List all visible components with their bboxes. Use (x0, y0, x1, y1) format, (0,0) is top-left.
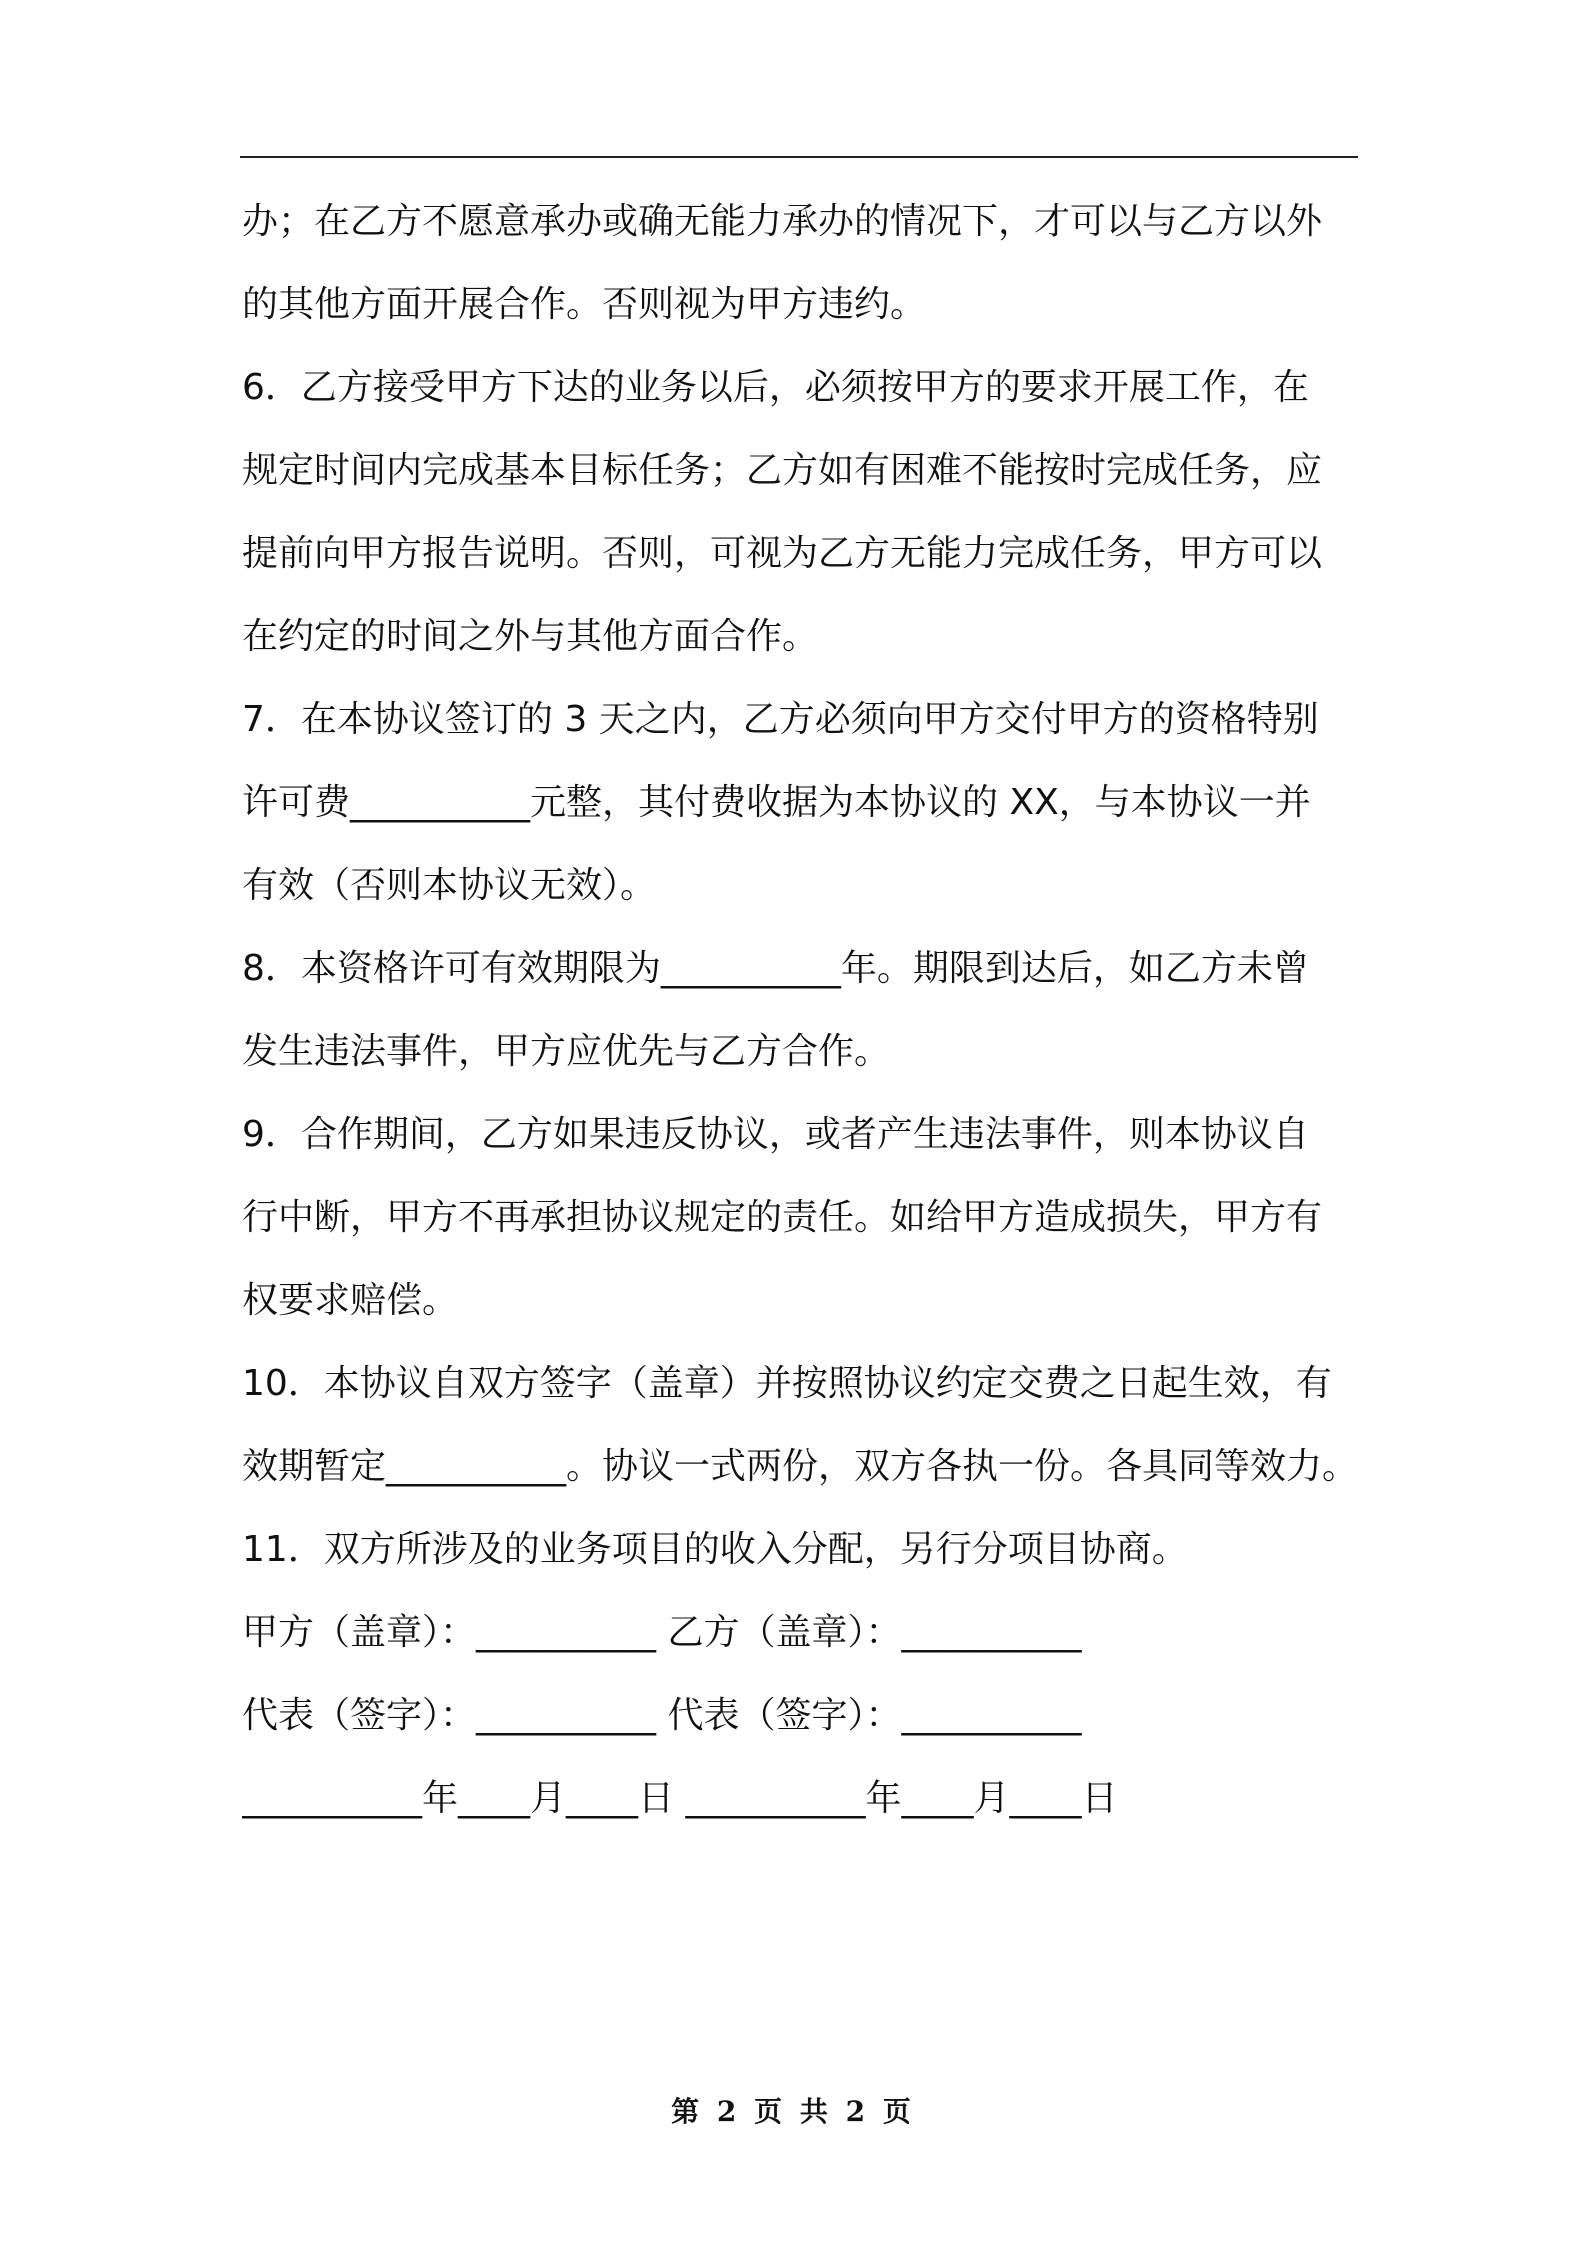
page-number-footer: 第 2 页 共 2 页 (671, 2095, 915, 2128)
header-rule (240, 156, 1358, 158)
signature-representative-line: 代表（签字）：__________ 代表（签字）：__________ (242, 1695, 1082, 1736)
text-line: 有效（否则本协议无效）。 (242, 865, 657, 906)
text-line: 行中断，甲方不再承担协议规定的责任。如给甲方造成损失，甲方有 (242, 1197, 1323, 1238)
signature-seal-line: 甲方（盖章）：__________ 乙方（盖章）：__________ (242, 1612, 1082, 1653)
text-line: 许可费__________元整，其付费收据为本协议的 XX，与本协议一并 (242, 782, 1311, 823)
signature-date-line: __________年____月____日 __________年____月____日 (242, 1778, 1118, 1819)
text-line: 提前向甲方报告说明。否则，可视为乙方无能力完成任务，甲方可以 (242, 533, 1323, 574)
clause-9-line: 9．合作期间，乙方如果违反协议，或者产生违法事件，则本协议自 (242, 1114, 1309, 1155)
document-body (242, 180, 1358, 1840)
text-line: 的其他方面开展合作。否则视为甲方违约。 (242, 284, 927, 325)
text-line: 权要求赔偿。 (242, 1280, 459, 1321)
text-line: 发生违法事件，甲方应优先与乙方合作。 (242, 1031, 891, 1072)
clause-7-line: 7．在本协议签订的 3 天之内，乙方必须向甲方交付甲方的资格特别 (242, 699, 1319, 740)
text-line: 效期暂定__________。协议一式两份，双方各执一份。各具同等效力。 (242, 1446, 1358, 1487)
clause-8-line: 8．本资格许可有效期限为__________年。期限到达后，如乙方未曾 (242, 948, 1309, 989)
clause-6-line: 6．乙方接受甲方下达的业务以后，必须按甲方的要求开展工作，在 (242, 367, 1309, 408)
text-line: 规定时间内完成基本目标任务；乙方如有困难不能按时完成任务，应 (242, 450, 1323, 491)
clause-11-line: 11．双方所涉及的业务项目的收入分配，另行分项目协商。 (242, 1529, 1188, 1570)
clause-10-line: 10．本协议自双方签字（盖章）并按照协议约定交费之日起生效，有 (242, 1363, 1332, 1404)
text-line: 在约定的时间之外与其他方面合作。 (242, 616, 819, 657)
text-line: 办；在乙方不愿意承办或确无能力承办的情况下，才可以与乙方以外 (242, 201, 1323, 242)
